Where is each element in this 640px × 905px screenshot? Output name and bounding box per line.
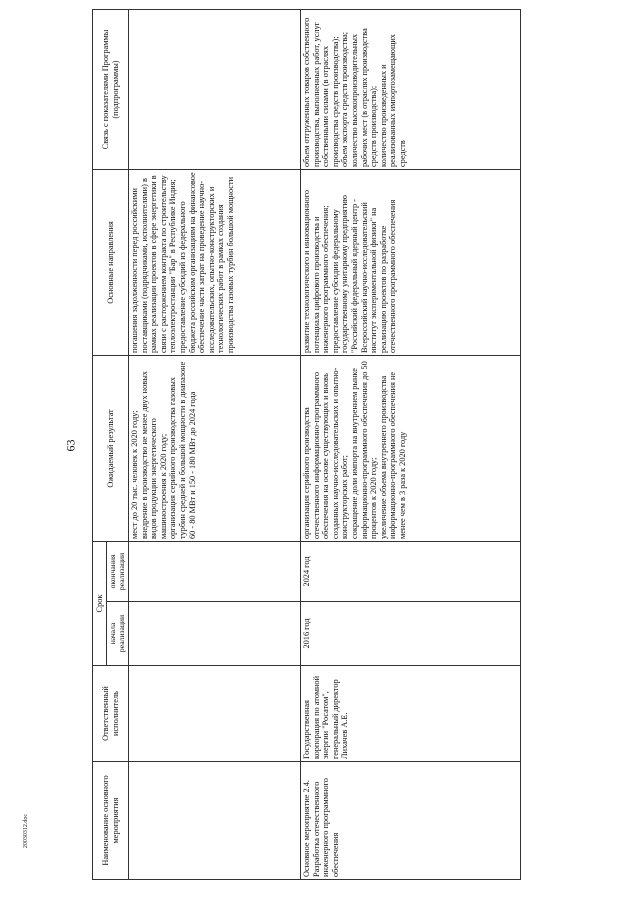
cell-directions: развитие технологического и инновационного потенциала цифрового производства и инженерного программного обеспечения; предоставление субсидии федеральному государственному унитарному предприятию "Российский федеральный ядерный центр - Всероссийский научно-исследовательский институт экспериментальной физики" на реализацию проектов по разработке отечественного программного обеспечения bbox=[301, 170, 521, 356]
table-body bbox=[129, 10, 521, 880]
header-term-start: начала реализации bbox=[107, 602, 129, 666]
cell-term-start: 2016 год bbox=[301, 602, 521, 666]
cell-result: мест до 20 тыс. человек к 2020 году; внедрение в производство не менее двух новых видов продукции энергетического машиностроения к 2020 году; организация серийного производства газовых турбин средней и большой мощности в диапазоне 60 - 80 МВт и 150 - 180 МВт до 2024 года bbox=[129, 356, 301, 542]
header-name: Наименование основного мероприятия bbox=[93, 762, 129, 880]
header-term: Срок bbox=[93, 542, 107, 666]
header-result: Ожидаемый результат bbox=[93, 356, 129, 542]
cell-directions: погашения задолженности перед российскими поставщиками (подрядчиками, исполнителями) в рамках реализации проектов в сфере энергетики в связи с расторжением контракта по строительству теплоэлектростанции "Бар" в Республике Индия; предоставление субсидий из федерального бюджета российским организациям на финансовое обеспечение части затрат на проведение научно-исследовательских, опытно-конструкторских и технологических работ в рамках создания производства газовых турбин большой мощности bbox=[129, 170, 301, 356]
header-directions: Основные направления bbox=[93, 170, 129, 356]
header-term-end: окончания реализации bbox=[107, 542, 129, 602]
footer-doc-code: 20030312.doc bbox=[23, 813, 29, 849]
cell-executor bbox=[129, 666, 301, 762]
cell-name bbox=[129, 762, 301, 880]
cell-executor: Государственная корпорация по атомной энергии "Росатом", генеральный директор Лихачев А.Е. bbox=[301, 666, 521, 762]
page-number: 63 bbox=[63, 439, 78, 452]
cell-term-end bbox=[129, 542, 301, 602]
program-table bbox=[92, 9, 521, 880]
table-row bbox=[129, 10, 301, 880]
rotated-table-container bbox=[92, 10, 532, 880]
cell-term-start bbox=[129, 602, 301, 666]
header-executor: Ответственный исполнитель bbox=[93, 666, 129, 762]
cell-term-end: 2024 год bbox=[301, 542, 521, 602]
table-row bbox=[301, 10, 521, 880]
cell-result: организация серийного производства отечественного информационно-программного обеспечения на основе существующих и вновь созданных научно-исследовательских и опытно-конструкторских работ; сокращение доли импорта на внутреннем рынке информационно-программного обеспечения до 50 процентов к 2020 году; увеличение объема внутреннего производства информационно-программного обеспечения не менее чем в 3 раза к 2020 году bbox=[301, 356, 521, 542]
cell-indicators: объем отгруженных товаров собственного производства, выполненных работ, услуг собственными силами (в отраслях производства средств производства); объем экспорта средств производства; количество высокопроизводительных рабочих мест (в отраслях производства средств производства); количество произведенных и реализованных импортозамещающих средств bbox=[301, 10, 521, 170]
header-indicators: Связь с показателями Программы (подпрограммы) bbox=[93, 10, 129, 170]
cell-name: Основное мероприятие 2.4. Разработка отечественного инженерного программного обеспечения bbox=[301, 762, 521, 880]
cell-indicators bbox=[129, 10, 301, 170]
